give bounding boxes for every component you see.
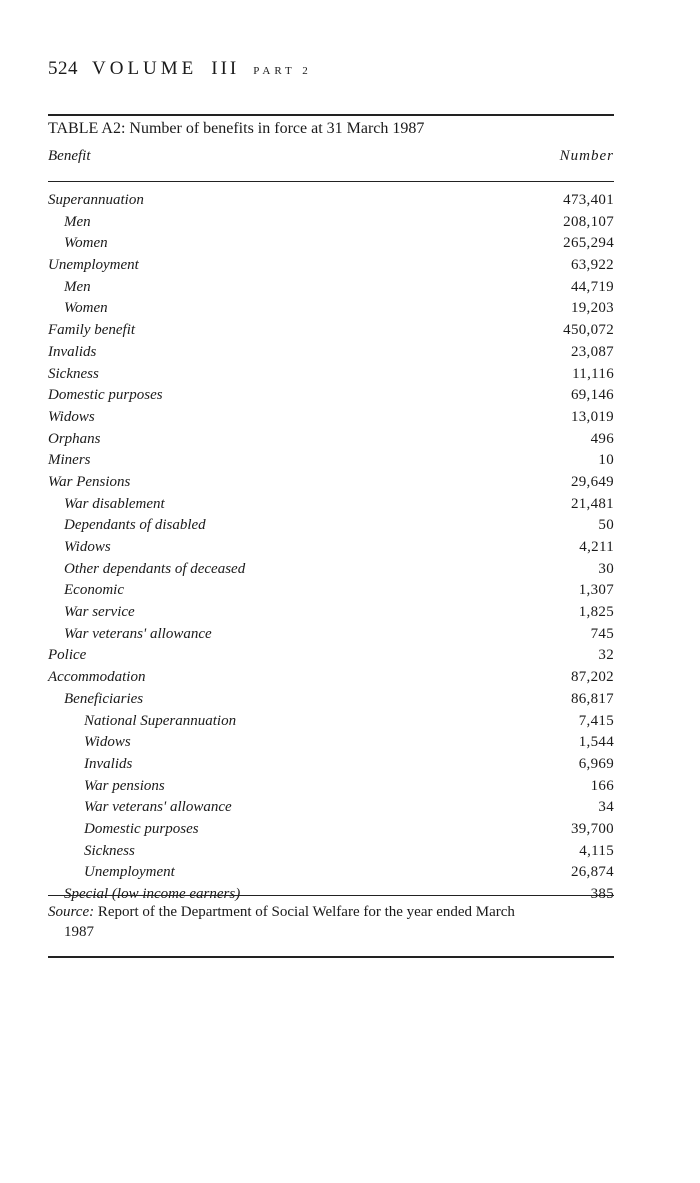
row-value: 19,203 <box>570 300 614 317</box>
row-value: 1,544 <box>578 734 614 751</box>
row-value: 1,825 <box>578 604 614 621</box>
table-row <box>48 754 614 776</box>
table-row <box>48 298 614 320</box>
row-label: Economic <box>64 582 124 599</box>
row-value: 10 <box>598 452 614 469</box>
table-row <box>48 450 614 472</box>
row-value: 69,146 <box>570 387 614 404</box>
table-row <box>48 385 614 407</box>
row-label: Family benefit <box>48 322 136 339</box>
header-rule <box>48 181 614 182</box>
table-row <box>48 494 614 516</box>
row-value: 87,202 <box>570 669 614 686</box>
table-row <box>48 689 614 711</box>
row-value: 745 <box>590 625 614 642</box>
row-label: Superannuation <box>48 192 144 208</box>
table-row <box>48 515 614 537</box>
row-value: 21,481 <box>570 495 614 512</box>
row-label: National Superannuation <box>84 712 237 729</box>
row-label: Invalids <box>84 755 133 772</box>
table-row <box>48 841 614 863</box>
running-header <box>48 58 312 80</box>
row-value: 30 <box>598 560 614 577</box>
table-row <box>48 776 614 798</box>
row-label: Domestic purposes <box>48 387 163 404</box>
row-label: Men <box>64 213 91 230</box>
row-label: Widows <box>48 408 95 425</box>
table-title: TABLE A2: Number of benefits in force at 31 March 1987 <box>48 120 425 137</box>
row-label: Unemployment <box>84 864 175 881</box>
volume-label: VOLUME <box>92 58 198 79</box>
row-value: 26,874 <box>570 864 614 881</box>
row-label: War veterans' allowance <box>84 799 232 816</box>
row-label: Invalids <box>48 343 97 360</box>
page-bottom-rule <box>48 956 614 958</box>
row-label: Women <box>64 300 108 317</box>
row-value: 6,969 <box>578 755 614 772</box>
table-row <box>48 320 614 342</box>
row-label: Domestic purposes <box>84 820 199 837</box>
table-row <box>48 429 614 451</box>
row-value: 4,115 <box>579 842 614 859</box>
row-label: Dependants of disabled <box>64 517 206 534</box>
row-label: War disablement <box>64 495 165 512</box>
row-label: Miners <box>48 452 91 469</box>
row-label: Orphans <box>48 430 101 447</box>
table-row <box>48 711 614 733</box>
row-value: 86,817 <box>570 690 614 707</box>
volume-number: III <box>211 58 240 79</box>
row-value: 1,307 <box>578 582 614 599</box>
row-value: 13,019 <box>570 408 614 425</box>
table-foot-rule <box>48 895 614 896</box>
row-value: 44,719 <box>570 278 614 295</box>
table-row <box>48 212 614 234</box>
table-row <box>48 580 614 602</box>
row-label: Sickness <box>84 842 135 859</box>
table-row <box>48 407 614 429</box>
row-value: 34 <box>598 799 614 816</box>
source-note <box>48 902 618 942</box>
table-row <box>48 472 614 494</box>
source-label: Source: <box>48 904 95 920</box>
table-row <box>48 602 614 624</box>
table-row <box>48 862 614 884</box>
row-value: 208,107 <box>563 213 614 230</box>
table-row <box>48 667 614 689</box>
table-row <box>48 537 614 559</box>
row-label: Sickness <box>48 365 99 382</box>
row-value: 39,700 <box>570 820 614 837</box>
row-label: Men <box>64 278 91 295</box>
table-row <box>48 559 614 581</box>
row-label: War Pensions <box>48 473 131 490</box>
row-label: Women <box>64 235 108 252</box>
row-value: 265,294 <box>563 235 614 252</box>
row-value: 496 <box>590 430 614 447</box>
page-number: 524 <box>48 58 78 79</box>
row-label: Accommodation <box>48 669 146 686</box>
row-label: Police <box>48 647 87 664</box>
benefits-table <box>48 190 614 906</box>
row-label: Special (low income earners) <box>64 886 241 902</box>
row-value: 7,415 <box>578 712 614 729</box>
source-text-line-1: Report of the Department of Social Welfare for the year ended March <box>97 904 515 920</box>
row-value: 50 <box>598 517 614 534</box>
row-value: 23,087 <box>570 343 614 360</box>
row-label: Unemployment <box>48 257 139 274</box>
row-label: War veterans' allowance <box>64 625 212 642</box>
row-value: 473,401 <box>563 192 614 208</box>
part-label: PART 2 <box>253 65 312 77</box>
row-label: Beneficiaries <box>64 690 144 707</box>
column-header-benefit: Benefit <box>48 148 91 164</box>
row-value: 11,116 <box>572 365 614 382</box>
table-row <box>48 645 614 667</box>
table-row <box>48 190 614 212</box>
table-row <box>48 342 614 364</box>
row-value: 166 <box>590 777 614 794</box>
row-value: 32 <box>598 647 614 664</box>
row-label: Other dependants of deceased <box>64 560 246 577</box>
column-header-number: Number <box>559 148 614 164</box>
table-row <box>48 819 614 841</box>
row-value: 450,072 <box>563 322 614 339</box>
row-value: 4,211 <box>579 539 614 555</box>
row-value: 29,649 <box>570 473 614 490</box>
row-label: Widows <box>84 734 131 751</box>
source-text-line-2: 1987 <box>64 924 94 940</box>
table-row <box>48 624 614 646</box>
row-label: War service <box>64 604 135 621</box>
row-value: 385 <box>590 886 614 902</box>
table-row <box>48 732 614 754</box>
row-label: War pensions <box>84 777 165 794</box>
table-row <box>48 364 614 386</box>
row-value: 63,922 <box>570 257 614 274</box>
table-row <box>48 233 614 255</box>
table-row <box>48 277 614 299</box>
table-top-rule <box>48 114 614 116</box>
row-label: Widows <box>64 539 111 555</box>
table-row <box>48 255 614 277</box>
table-row <box>48 797 614 819</box>
